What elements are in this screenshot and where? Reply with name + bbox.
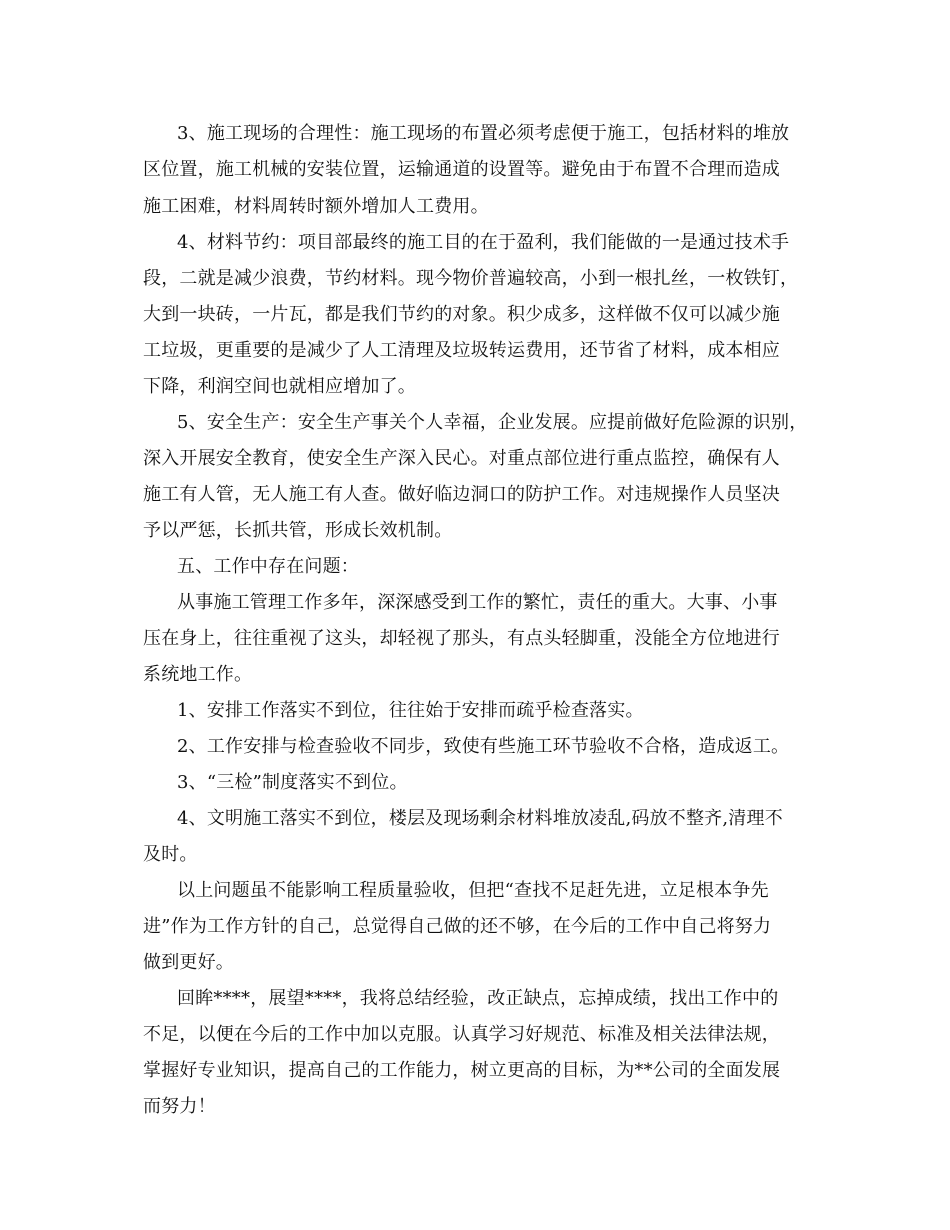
text-line: 大到一块砖，一片瓦，都是我们节约的对象。积少成多，这样做不仅可以减少施	[143, 304, 780, 325]
text-line: 系统地工作。	[143, 664, 253, 685]
text-line: 压在身上，往往重视了这头，却轻视了那头，有点头轻脚重，没能全方位地进行	[143, 628, 780, 649]
text-line: 3、施工现场的合理性：施工现场的布置必须考虑便于施工，包括材料的堆放	[177, 123, 790, 144]
text-line: 不足，以便在今后的工作中加以克服。认真学习好规范、标准及相关法律法规，	[143, 1024, 780, 1045]
text-line: 施工有人管，无人施工有人查。做好临边洞口的防护工作。对违规操作人员坚决	[143, 484, 780, 505]
text-line: 以上问题虽不能影响工程质量验收，但把“查找不足赶先进，立足根本争先	[177, 880, 769, 901]
text-line: 而努力！	[143, 1096, 216, 1117]
text-line: 区位置，施工机械的安装位置，运输通道的设置等。避免由于布置不合理而造成	[143, 159, 780, 180]
text-line: 深入开展安全教育，使安全生产深入民心。对重点部位进行重点监控，确保有人	[143, 448, 780, 469]
text-line: 5、安全生产：安全生产事关个人幸福，企业发展。应提前做好危险源的识别，	[177, 412, 808, 433]
text-line: 予以严惩，长抓共管，形成长效机制。	[143, 520, 453, 541]
text-line: 4、材料节约：项目部最终的施工目的在于盈利，我们能做的一是通过技术手	[177, 232, 790, 253]
list-item: 1、安排工作落实不到位，往往始于安排而疏乎检查落实。	[177, 700, 644, 721]
text-line: 掌握好专业知识，提高自己的工作能力，树立更高的目标，为**公司的全面发展	[143, 1060, 781, 1081]
text-line: 段，二就是减少浪费，节约材料。现今物价普遍较高，小到一根扎丝，一枚铁钉，	[143, 268, 799, 289]
list-item: 2、工作安排与检查验收不同步，致使有些施工环节验收不合格，造成返工。	[177, 736, 790, 757]
text-line: 从事施工管理工作多年，深深感受到工作的繁忙，责任的重大。大事、小事	[177, 592, 778, 613]
text-line: 及时。	[143, 844, 198, 865]
list-item: 4、文明施工落实不到位，楼层及现场剩余材料堆放凌乱,码放不整齐,清理不	[177, 808, 783, 829]
text-line: 施工困难，材料周转时额外增加人工费用。	[143, 196, 489, 217]
text-line: 工垃圾，更重要的是减少了人工清理及垃圾转运费用，还节省了材料，成本相应	[143, 340, 780, 361]
text-line: 下降，利润空间也就相应增加了。	[143, 376, 416, 397]
list-item: 3、“三检”制度落实不到位。	[177, 772, 408, 793]
section-heading: 五、工作中存在问题：	[177, 556, 359, 577]
text-line: 进”作为工作方针的自己，总觉得自己做的还不够，在今后的工作中自己将努力	[143, 916, 772, 937]
text-line: 回眸****，展望****，我将总结经验，改正缺点，忘掉成绩，找出工作中的	[177, 988, 779, 1009]
text-line: 做到更好。	[143, 952, 234, 973]
